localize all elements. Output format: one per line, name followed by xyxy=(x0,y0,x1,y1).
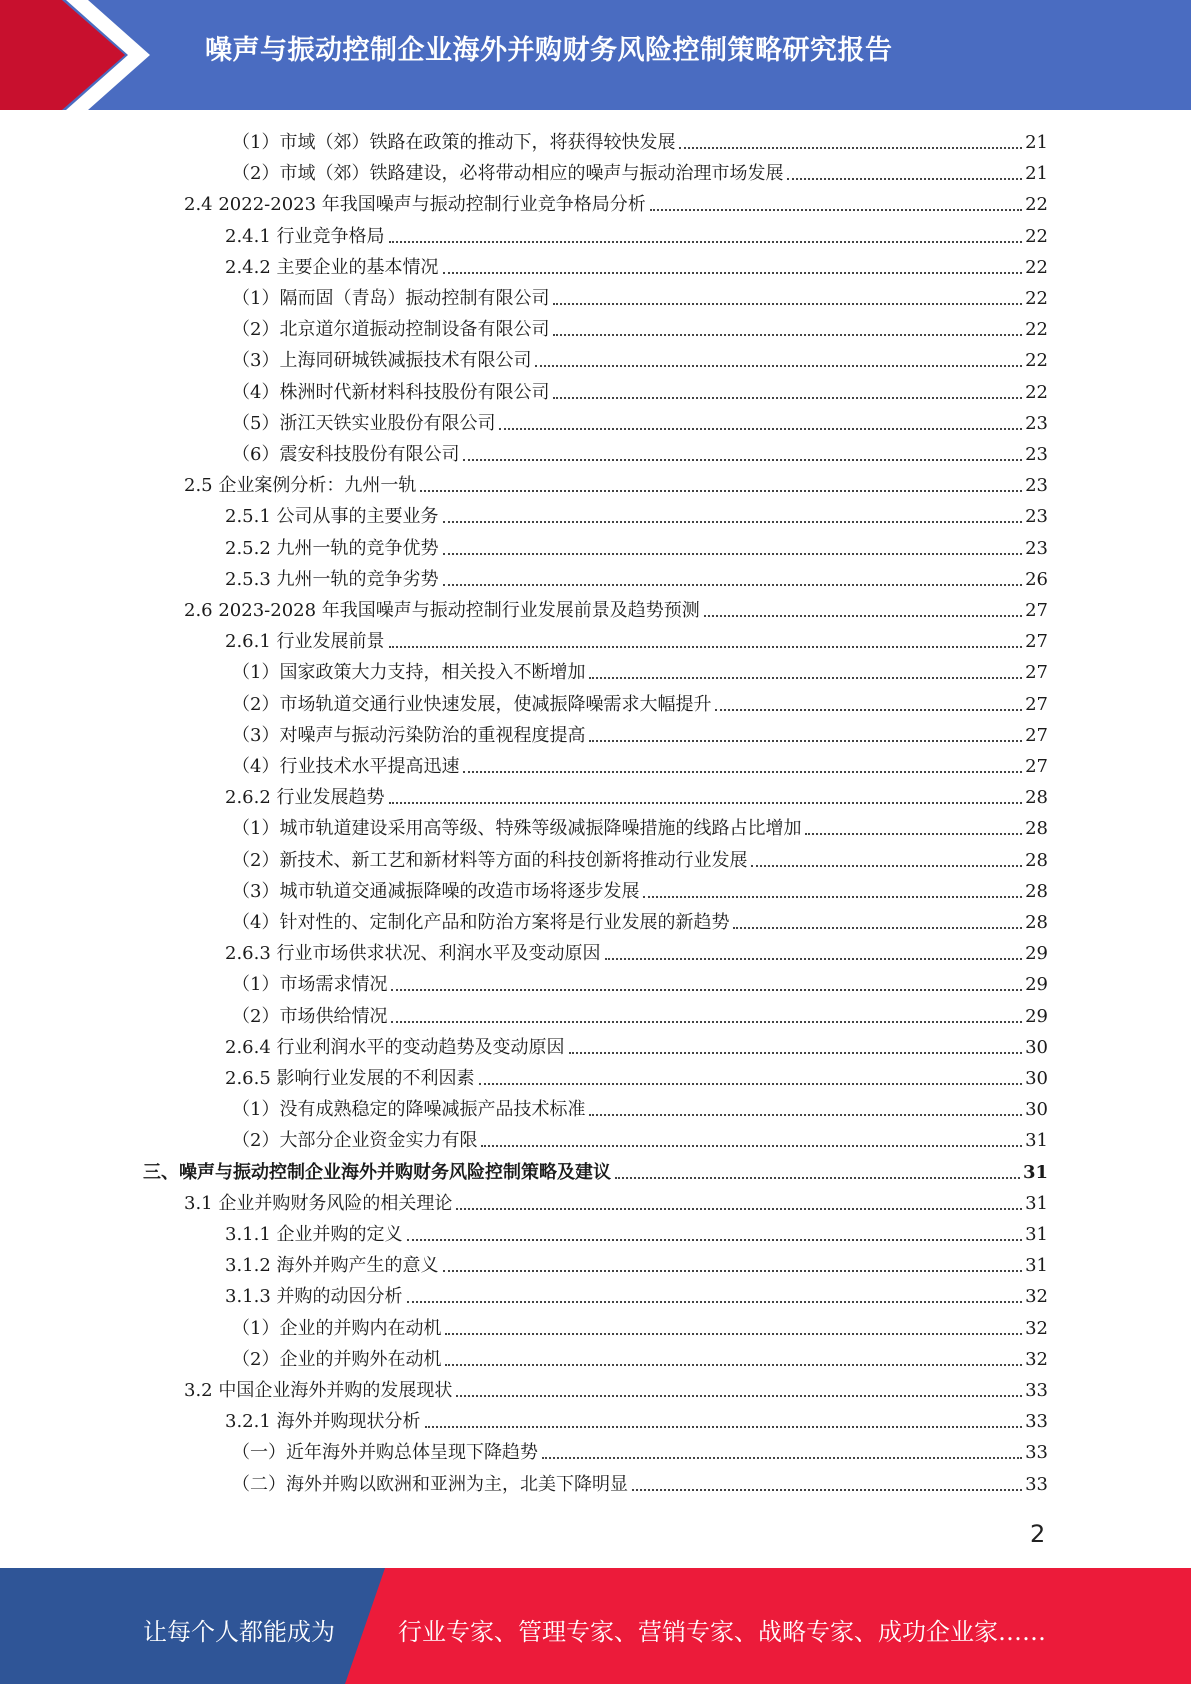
toc-entry-page-number: 22 xyxy=(1025,350,1048,372)
toc-entry-page-number: 23 xyxy=(1025,444,1048,465)
toc-entry[interactable] xyxy=(143,1157,1048,1185)
toc-dot-leader xyxy=(389,646,1023,648)
toc-entry-page-number: 28 xyxy=(1025,818,1048,840)
toc-entry[interactable] xyxy=(232,408,1048,436)
toc-entry-title: 2.6.1 行业发展前景 xyxy=(225,631,385,653)
toc-entry-page-number: 31 xyxy=(1022,1161,1048,1183)
toc-entry-title: （2）市场轨道交通行业快速发展，使减振降噪需求大幅提升 xyxy=(232,693,712,715)
toc-entry-page-number: 33 xyxy=(1025,1473,1048,1495)
toc-entry[interactable] xyxy=(232,1469,1048,1497)
toc-dot-leader xyxy=(456,1395,1022,1397)
toc-dot-leader xyxy=(443,584,1023,586)
toc-entry-page-number: 22 xyxy=(1025,319,1048,341)
toc-entry-page-number: 27 xyxy=(1025,756,1048,777)
report-title: 噪声与振动控制企业海外并购财务风险控制策略研究报告 xyxy=(205,35,893,66)
page-footer xyxy=(0,1568,1191,1684)
toc-dot-leader xyxy=(733,927,1022,929)
toc-dot-leader xyxy=(553,303,1022,305)
toc-entry[interactable] xyxy=(225,626,1048,654)
toc-entry-title: 2.4 2022-2023 年我国噪声与振动控制行业竞争格局分析 xyxy=(184,194,646,216)
toc-dot-leader xyxy=(704,615,1022,617)
toc-dot-leader xyxy=(389,802,1023,804)
page-header xyxy=(0,0,1191,110)
toc-entry[interactable] xyxy=(225,1063,1048,1091)
toc-entry-page-number: 28 xyxy=(1025,787,1048,809)
toc-entry-page-number: 21 xyxy=(1025,163,1048,185)
toc-entry-page-number: 22 xyxy=(1025,256,1048,278)
toc-dot-leader xyxy=(787,178,1022,180)
toc-dot-leader xyxy=(445,1333,1022,1335)
toc-dot-leader xyxy=(553,397,1022,399)
toc-entry-page-number: 23 xyxy=(1025,506,1048,528)
toc-entry-title: （2）北京道尔道振动控制设备有限公司 xyxy=(232,319,550,341)
toc-dot-leader xyxy=(481,1145,1022,1147)
toc-dot-leader xyxy=(463,771,1022,773)
toc-entry-page-number: 28 xyxy=(1025,849,1048,871)
toc-dot-leader xyxy=(425,1426,1023,1428)
toc-entry[interactable] xyxy=(232,969,1048,997)
toc-entry[interactable] xyxy=(232,845,1048,873)
toc-entry[interactable] xyxy=(232,1094,1048,1122)
toc-entry[interactable] xyxy=(232,1313,1048,1341)
toc-entry-title: 3.2 中国企业海外并购的发展现状 xyxy=(184,1380,453,1401)
toc-dot-leader xyxy=(535,365,1022,367)
toc-entry[interactable] xyxy=(225,221,1048,249)
toc-entry-page-number: 21 xyxy=(1025,132,1048,153)
toc-entry-page-number: 31 xyxy=(1025,1192,1048,1214)
toc-dot-leader xyxy=(679,147,1022,149)
toc-dot-leader xyxy=(479,1083,1023,1085)
toc-entry[interactable] xyxy=(232,907,1048,935)
toc-entry-title: 2.6.5 影响行业发展的不利因素 xyxy=(225,1068,475,1089)
toc-entry-title: 2.5.2 九州一轨的竞争优势 xyxy=(225,537,439,559)
toc-entry-title: 3.2.1 海外并购现状分析 xyxy=(225,1411,421,1433)
toc-dot-leader xyxy=(615,1177,1020,1179)
toc-entry-title: （5）浙江天铁实业股份有限公司 xyxy=(232,412,496,434)
toc-entry-page-number: 30 xyxy=(1025,1036,1048,1058)
toc-entry[interactable] xyxy=(232,1001,1048,1029)
toc-entry-page-number: 23 xyxy=(1025,475,1048,497)
toc-entry-title: （4）行业技术水平提高迅速 xyxy=(232,756,460,777)
toc-entry-page-number: 28 xyxy=(1025,880,1048,902)
toc-entry-page-number: 32 xyxy=(1025,1286,1048,1308)
toc-entry-title: 2.5.1 公司从事的主要业务 xyxy=(225,506,439,528)
toc-entry[interactable] xyxy=(225,1032,1048,1060)
toc-entry-page-number: 32 xyxy=(1025,1348,1048,1370)
toc-dot-leader xyxy=(542,1457,1022,1459)
toc-entry[interactable] xyxy=(232,283,1048,311)
toc-dot-leader xyxy=(569,1052,1023,1054)
toc-entry-page-number: 26 xyxy=(1025,568,1048,590)
toc-dot-leader xyxy=(643,896,1022,898)
toc-dot-leader xyxy=(632,1489,1022,1491)
toc-entry-title: 2.5 企业案例分析：九州一轨 xyxy=(184,475,417,497)
toc-entry-page-number: 22 xyxy=(1025,194,1048,216)
toc-entry[interactable] xyxy=(225,1281,1048,1309)
toc-entry-title: 2.5.3 九州一轨的竞争劣势 xyxy=(225,568,439,590)
toc-entry-title: （1）没有成熟稳定的降噪减振产品技术标准 xyxy=(232,1099,586,1121)
toc-dot-leader xyxy=(499,428,1022,430)
toc-entry[interactable] xyxy=(225,1219,1048,1247)
toc-dot-leader xyxy=(407,1301,1023,1303)
toc-entry-title: （1）企业的并购内在动机 xyxy=(232,1317,442,1339)
toc-entry-page-number: 29 xyxy=(1025,1005,1048,1027)
toc-entry-page-number: 28 xyxy=(1025,912,1048,933)
toc-dot-leader xyxy=(443,553,1023,555)
toc-entry-title: （2）市域（郊）铁路建设，必将带动相应的噪声与振动治理市场发展 xyxy=(232,163,784,185)
toc-dot-leader xyxy=(456,1208,1022,1210)
toc-entry-title: （一）近年海外并购总体呈现下降趋势 xyxy=(232,1442,538,1464)
toc-entry-page-number: 22 xyxy=(1025,225,1048,247)
toc-entry[interactable] xyxy=(225,938,1048,966)
toc-entry[interactable] xyxy=(184,189,1048,217)
toc-entry-page-number: 33 xyxy=(1025,1411,1048,1433)
toc-dot-leader xyxy=(407,1239,1023,1241)
toc-dot-leader xyxy=(751,865,1022,867)
toc-entry[interactable] xyxy=(225,533,1048,561)
footer-slogan-left: 让每个人都能成为 xyxy=(143,1618,335,1646)
toc-dot-leader xyxy=(589,677,1022,679)
toc-entry-title: （3）上海同研城铁减振技术有限公司 xyxy=(232,350,532,372)
toc-dot-leader xyxy=(605,958,1023,960)
toc-entry[interactable] xyxy=(225,1250,1048,1278)
toc-entry-page-number: 30 xyxy=(1025,1068,1048,1089)
toc-dot-leader xyxy=(589,740,1022,742)
toc-entry-title: 3.1.3 并购的动因分析 xyxy=(225,1286,403,1308)
toc-dot-leader xyxy=(389,241,1023,243)
toc-entry[interactable] xyxy=(232,813,1048,841)
footer-slogan-right: 行业专家、管理专家、营销专家、战略专家、成功企业家…… xyxy=(398,1618,1046,1646)
toc-entry-page-number: 31 xyxy=(1025,1130,1048,1152)
toc-entry-page-number: 32 xyxy=(1025,1317,1048,1339)
toc-entry-title: （1）市域（郊）铁路在政策的推动下，将获得较快发展 xyxy=(232,132,676,153)
toc-entry[interactable] xyxy=(225,501,1048,529)
page-number: 2 xyxy=(1030,1520,1046,1548)
toc-entry-page-number: 33 xyxy=(1025,1442,1048,1464)
toc-entry-page-number: 33 xyxy=(1025,1380,1048,1401)
toc-entry[interactable] xyxy=(184,595,1048,623)
toc-dot-leader xyxy=(391,989,1022,991)
toc-entry[interactable] xyxy=(232,1344,1048,1372)
toc-entry-title: 3.1.1 企业并购的定义 xyxy=(225,1224,403,1245)
toc-entry-page-number: 30 xyxy=(1025,1099,1048,1121)
toc-entry-title: （1）国家政策大力支持，相关投入不断增加 xyxy=(232,662,586,684)
toc-entry-title: （二）海外并购以欧洲和亚洲为主，北美下降明显 xyxy=(232,1473,628,1495)
toc-entry-title: 2.6.3 行业市场供求状况、利润水平及变动原因 xyxy=(225,943,601,965)
toc-entry-title: 2.4.1 行业竞争格局 xyxy=(225,225,385,247)
toc-dot-leader xyxy=(443,1270,1023,1272)
toc-entry-page-number: 27 xyxy=(1025,600,1048,621)
toc-dot-leader xyxy=(650,209,1022,211)
toc-entry[interactable] xyxy=(232,876,1048,904)
toc-entry-title: （4）针对性的、定制化产品和防治方案将是行业发展的新趋势 xyxy=(232,912,730,933)
toc-entry[interactable] xyxy=(184,470,1048,498)
toc-entry[interactable] xyxy=(232,657,1048,685)
toc-entry[interactable] xyxy=(232,158,1048,186)
toc-entry[interactable] xyxy=(225,252,1048,280)
toc-dot-leader xyxy=(715,709,1022,711)
toc-dot-leader xyxy=(391,1021,1022,1023)
toc-entry-page-number: 23 xyxy=(1025,537,1048,559)
toc-dot-leader xyxy=(445,1364,1022,1366)
toc-entry-page-number: 27 xyxy=(1025,662,1048,684)
toc-entry[interactable] xyxy=(232,439,1048,467)
header-arrow-decoration xyxy=(0,0,200,110)
toc-entry[interactable] xyxy=(232,345,1048,373)
toc-dot-leader xyxy=(463,459,1022,461)
toc-entry-title: （6）震安科技股份有限公司 xyxy=(232,444,460,465)
toc-entry-title: （2）大部分企业资金实力有限 xyxy=(232,1130,478,1152)
toc-entry[interactable] xyxy=(232,689,1048,717)
toc-entry-page-number: 27 xyxy=(1025,693,1048,715)
toc-entry[interactable] xyxy=(232,314,1048,342)
toc-dot-leader xyxy=(805,833,1022,835)
toc-entry-page-number: 29 xyxy=(1025,974,1048,996)
toc-entry-title: 2.6.4 行业利润水平的变动趋势及变动原因 xyxy=(225,1036,565,1058)
toc-entry[interactable] xyxy=(225,1406,1048,1434)
toc-entry-title: （1）市场需求情况 xyxy=(232,974,388,996)
toc-entry[interactable] xyxy=(232,1125,1048,1153)
toc-dot-leader xyxy=(443,521,1023,523)
toc-entry[interactable] xyxy=(184,1375,1048,1403)
toc-entry-title: 3.1.2 海外并购产生的意义 xyxy=(225,1255,439,1277)
toc-entry-title: （1）城市轨道建设采用高等级、特殊等级减振降噪措施的线路占比增加 xyxy=(232,818,802,840)
toc-dot-leader xyxy=(553,334,1022,336)
toc-entry-title: （2）市场供给情况 xyxy=(232,1005,388,1027)
toc-entry-title: 2.4.2 主要企业的基本情况 xyxy=(225,256,439,278)
toc-entry[interactable] xyxy=(232,751,1048,779)
toc-entry-title: （3）对噪声与振动污染防治的重视程度提高 xyxy=(232,724,586,746)
toc-entry-page-number: 22 xyxy=(1025,288,1048,309)
toc-entry-title: （4）株洲时代新材料科技股份有限公司 xyxy=(232,381,550,403)
toc-entry-page-number: 27 xyxy=(1025,724,1048,746)
toc-entry-title: （3）城市轨道交通减振降噪的改造市场将逐步发展 xyxy=(232,880,640,902)
toc-entry[interactable] xyxy=(232,127,1048,155)
toc-entry[interactable] xyxy=(232,377,1048,405)
toc-dot-leader xyxy=(589,1114,1022,1116)
toc-entry-title: 三、噪声与振动控制企业海外并购财务风险控制策略及建议 xyxy=(143,1161,611,1183)
toc-entry-title: （1）隔而固（青岛）振动控制有限公司 xyxy=(232,288,550,309)
toc-entry-page-number: 31 xyxy=(1025,1224,1048,1245)
toc-entry-title: （2）新技术、新工艺和新材料等方面的科技创新将推动行业发展 xyxy=(232,849,748,871)
toc-entry-title: 2.6.2 行业发展趋势 xyxy=(225,787,385,809)
toc-entry-title: 2.6 2023-2028 年我国噪声与振动控制行业发展前景及趋势预测 xyxy=(184,600,700,621)
toc-dot-leader xyxy=(420,490,1022,492)
toc-entry-title: （2）企业的并购外在动机 xyxy=(232,1348,442,1370)
toc-entry[interactable] xyxy=(232,1437,1048,1465)
toc-entry-page-number: 27 xyxy=(1025,631,1048,653)
toc-entry-page-number: 22 xyxy=(1025,381,1048,403)
toc-entry-title: 3.1 企业并购财务风险的相关理论 xyxy=(184,1192,453,1214)
toc-entry[interactable] xyxy=(225,564,1048,592)
toc-entry[interactable] xyxy=(232,720,1048,748)
toc-dot-leader xyxy=(443,272,1023,274)
toc-entry-page-number: 29 xyxy=(1025,943,1048,965)
toc-entry[interactable] xyxy=(225,782,1048,810)
toc-entry-page-number: 31 xyxy=(1025,1255,1048,1277)
toc-entry[interactable] xyxy=(184,1188,1048,1216)
toc-entry-page-number: 23 xyxy=(1025,412,1048,434)
